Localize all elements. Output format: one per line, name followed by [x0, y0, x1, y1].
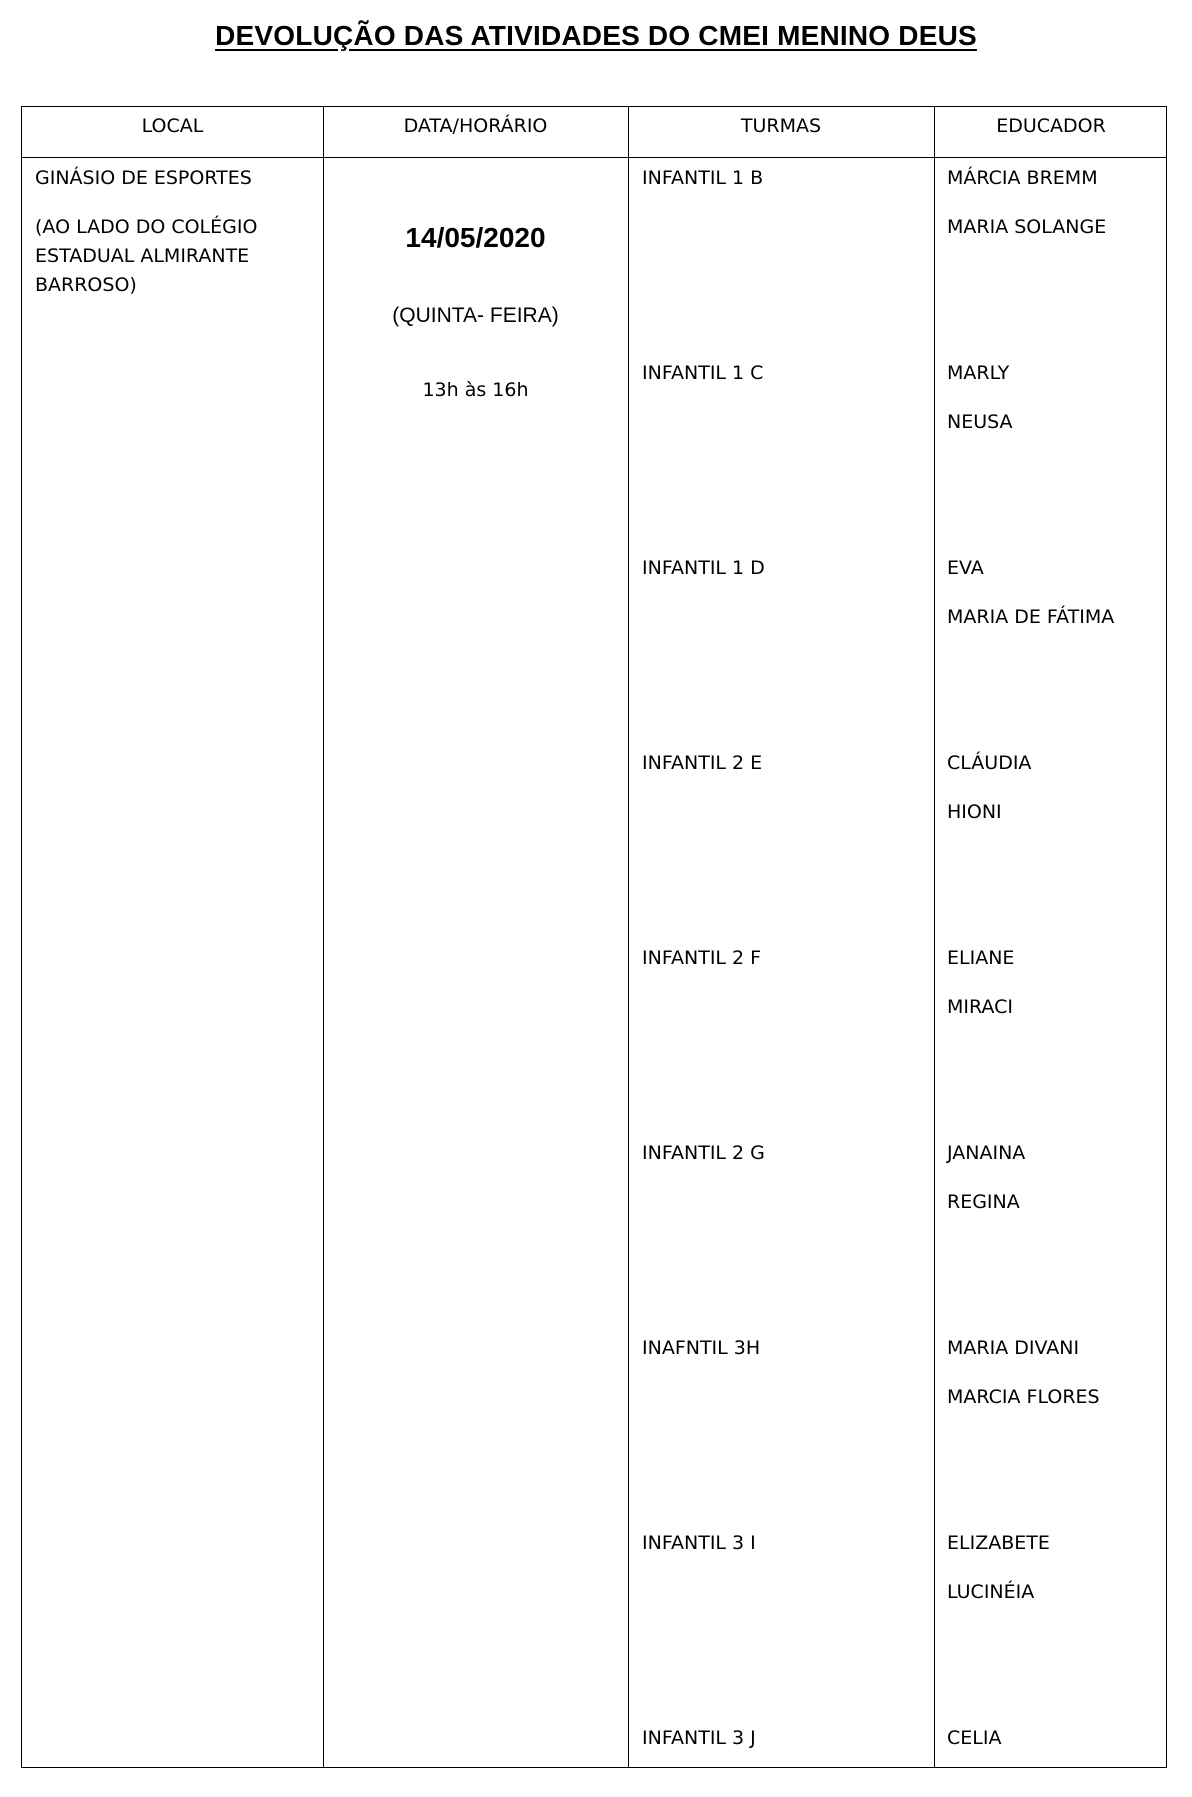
turma-cell: INFANTIL 1 D	[642, 557, 765, 579]
schedule-table	[21, 106, 1167, 1768]
column-divider	[323, 107, 324, 1767]
educador-cell: CLÁUDIA	[947, 752, 1032, 774]
educador-cell: MARIA DE FÁTIMA	[947, 606, 1115, 628]
educador-cell: JANAINA	[947, 1142, 1026, 1164]
header-educador: EDUCADOR	[996, 115, 1106, 137]
turma-cell: INFANTIL 1 C	[642, 362, 764, 384]
turma-cell: INFANTIL 2 F	[642, 947, 762, 969]
educador-cell: MARIA SOLANGE	[947, 216, 1107, 238]
educador-cell: NEUSA	[947, 411, 1013, 433]
header-turmas: TURMAS	[740, 115, 822, 137]
turma-cell: INAFNTIL 3H	[642, 1337, 761, 1359]
educador-cell: ELIANE	[947, 947, 1015, 969]
turma-cell: INFANTIL 1 B	[642, 167, 764, 189]
header-local: LOCAL	[141, 115, 204, 137]
educador-cell: MARCIA FLORES	[947, 1386, 1100, 1408]
local-note-line: (AO LADO DO COLÉGIO	[35, 216, 258, 238]
educador-cell: CELIA	[947, 1727, 1002, 1749]
educador-cell: REGINA	[947, 1191, 1020, 1213]
local-name: GINÁSIO DE ESPORTES	[35, 167, 252, 189]
educador-cell: MÁRCIA BREMM	[947, 167, 1098, 189]
local-note-line: ESTADUAL ALMIRANTE	[35, 245, 250, 267]
turma-cell: INFANTIL 2 E	[642, 752, 763, 774]
turma-cell: INFANTIL 2 G	[642, 1142, 765, 1164]
educador-cell: HIONI	[947, 801, 1002, 823]
schedule-date: 14/05/2020	[405, 222, 546, 253]
header-data-horario: DATA/HORÁRIO	[403, 115, 548, 137]
educador-cell: MARIA DIVANI	[947, 1337, 1080, 1359]
schedule-time: 13h às 16h	[422, 379, 529, 401]
educador-cell: EVA	[947, 557, 984, 579]
educador-cell: ELIZABETE	[947, 1532, 1050, 1554]
header-divider	[22, 157, 1166, 158]
column-divider	[934, 107, 935, 1767]
turma-cell: INFANTIL 3 J	[642, 1727, 756, 1749]
educador-cell: LUCINÉIA	[947, 1581, 1035, 1603]
local-note-line: BARROSO)	[35, 274, 137, 296]
educador-cell: MARLY	[947, 362, 1010, 384]
page-title: DEVOLUÇÃO DAS ATIVIDADES DO CMEI MENINO DEUS	[215, 20, 977, 51]
turma-cell: INFANTIL 3 I	[642, 1532, 756, 1554]
schedule-weekday: (QUINTA- FEIRA)	[392, 304, 559, 327]
column-divider	[628, 107, 629, 1767]
educador-cell: MIRACI	[947, 996, 1013, 1018]
